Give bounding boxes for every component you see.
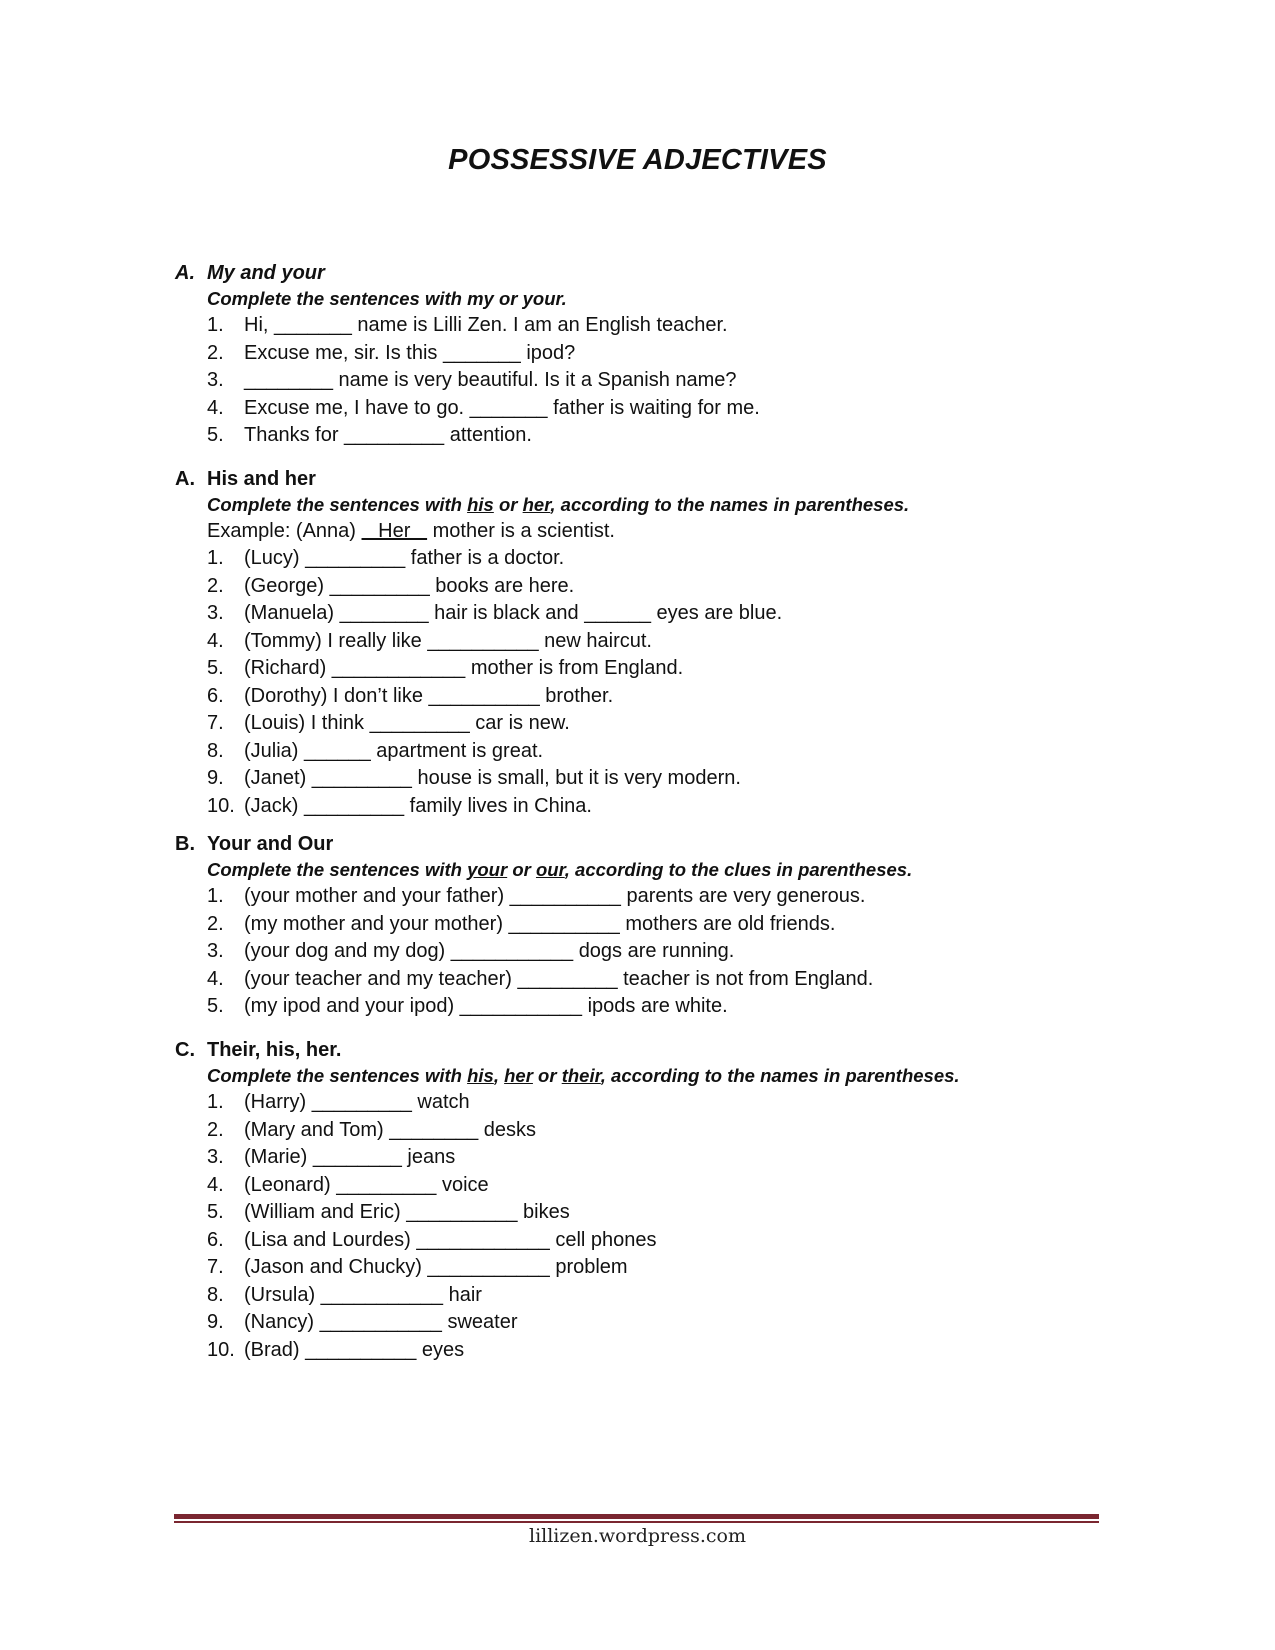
exercise-item xyxy=(207,683,1125,711)
item-number: 2. xyxy=(207,912,224,935)
section-instruction: Complete the sentences with his or her, according to the names in parentheses. xyxy=(207,494,910,515)
item-number: 4. xyxy=(207,396,224,419)
item-number: 1. xyxy=(207,885,224,907)
section-letter: A. xyxy=(175,262,195,284)
section-letter: C. xyxy=(175,1039,195,1061)
exercise-item xyxy=(207,600,1125,628)
section-letter: B. xyxy=(175,833,195,855)
exercise-item xyxy=(207,545,1125,573)
item-text: (Jack) _________ family lives in China. xyxy=(244,794,592,817)
exercise-item xyxy=(207,966,1125,994)
item-number: 3. xyxy=(207,940,224,962)
section-title: His and her xyxy=(207,468,316,490)
item-number: 1. xyxy=(207,547,224,569)
item-text: Excuse me, I have to go. _______ father is waiting for me. xyxy=(244,396,760,419)
section-heading xyxy=(175,1037,1125,1063)
item-number: 3. xyxy=(207,1146,224,1168)
underlined-word: her xyxy=(504,1065,533,1086)
footer-divider xyxy=(174,1514,1099,1523)
item-text: (Brad) __________ eyes xyxy=(244,1338,465,1361)
item-number: 9. xyxy=(207,1311,224,1333)
underlined-word: his xyxy=(467,1065,494,1086)
example-answer: Her xyxy=(361,520,428,542)
exercise-item xyxy=(207,883,1125,911)
item-text: Excuse me, sir. Is this _______ ipod? xyxy=(244,341,576,364)
exercise-item xyxy=(207,1337,1125,1365)
item-number: 6. xyxy=(207,684,224,707)
underlined-word: their xyxy=(561,1065,601,1086)
item-number: 5. xyxy=(207,995,224,1017)
item-text: (Richard) ____________ mother is from England. xyxy=(244,657,684,679)
exercise-item xyxy=(207,312,1125,340)
exercise-item xyxy=(207,422,1125,450)
exercise-item xyxy=(207,710,1125,738)
item-number: 1. xyxy=(207,314,224,336)
item-number: 3. xyxy=(207,602,224,624)
item-number: 2. xyxy=(207,574,224,597)
section-heading xyxy=(175,260,1125,286)
underlined-word: our xyxy=(535,859,565,880)
exercise-item xyxy=(207,1089,1125,1117)
item-number: 9. xyxy=(207,767,224,789)
section-heading xyxy=(175,466,1125,492)
item-number: 7. xyxy=(207,712,224,734)
exercise-item xyxy=(207,738,1125,766)
item-text: (Marie) ________ jeans xyxy=(244,1146,456,1168)
item-number: 8. xyxy=(207,739,224,762)
exercise-item xyxy=(207,1309,1125,1337)
item-text: (my mother and your mother) __________ mothers are old friends. xyxy=(244,912,836,935)
item-text: (Mary and Tom) ________ desks xyxy=(244,1118,537,1141)
exercise-item xyxy=(207,793,1125,821)
item-text: (George) _________ books are here. xyxy=(244,574,575,597)
item-text: Thanks for _________ attention. xyxy=(244,424,532,446)
exercise-item xyxy=(207,655,1125,683)
item-text: (Lisa and Lourdes) ____________ cell phones xyxy=(244,1228,657,1251)
item-number: 6. xyxy=(207,1228,224,1251)
item-text: (Nancy) ___________ sweater xyxy=(244,1311,518,1333)
section-title: My and your xyxy=(207,262,325,284)
item-text: (William and Eric) __________ bikes xyxy=(244,1201,570,1223)
underlined-word: her xyxy=(522,494,551,515)
section-letter: A. xyxy=(175,468,195,490)
item-number: 4. xyxy=(207,967,224,990)
page-title: POSSESSIVE ADJECTIVES xyxy=(448,144,827,176)
exercise-item xyxy=(207,1227,1125,1255)
exercise-item xyxy=(207,993,1125,1021)
item-number: 2. xyxy=(207,1118,224,1141)
item-number: 7. xyxy=(207,1256,224,1278)
exercise-item xyxy=(207,367,1125,395)
item-text: (Ursula) ___________ hair xyxy=(244,1283,482,1306)
item-text: (Manuela) ________ hair is black and ______ eyes are blue. xyxy=(244,602,783,624)
footer-url: lillizen.wordpress.com xyxy=(529,1525,746,1547)
exercise-item xyxy=(207,1144,1125,1172)
item-text: (Leonard) _________ voice xyxy=(244,1173,489,1196)
exercise-item xyxy=(207,1172,1125,1200)
exercise-item xyxy=(207,1199,1125,1227)
exercise-item xyxy=(207,1254,1125,1282)
item-text: (my ipod and your ipod) ___________ ipods are white. xyxy=(244,995,728,1017)
exercise-item xyxy=(207,340,1125,368)
section-instruction: Complete the sentences with your or our, according to the clues in parentheses. xyxy=(207,859,913,880)
item-text: (your teacher and my teacher) _________ teacher is not from England. xyxy=(244,967,874,990)
item-number: 8. xyxy=(207,1283,224,1306)
item-number: 1. xyxy=(207,1091,224,1113)
item-number: 5. xyxy=(207,424,224,446)
item-text: (Julia) ______ apartment is great. xyxy=(244,739,544,762)
item-number: 2. xyxy=(207,341,224,364)
exercise-item xyxy=(207,911,1125,939)
footer-divider-thin xyxy=(174,1521,1099,1523)
item-text: (Dorothy) I don’t like __________ brother. xyxy=(244,684,614,707)
footer-divider-thick xyxy=(174,1514,1099,1519)
item-text: (your dog and my dog) ___________ dogs are running. xyxy=(244,940,735,962)
exercise-item xyxy=(207,573,1125,601)
item-text: (Janet) _________ house is small, but it is very modern. xyxy=(244,767,741,789)
section-instruction: Complete the sentences with my or your. xyxy=(207,288,567,309)
exercise-item xyxy=(207,765,1125,793)
item-number: 5. xyxy=(207,1201,224,1223)
section-my-your xyxy=(175,260,1125,450)
item-text: (Harry) _________ watch xyxy=(244,1091,470,1113)
exercise-item xyxy=(207,1282,1125,1310)
item-text: Hi, _______ name is Lilli Zen. I am an English teacher. xyxy=(244,314,728,336)
exercise-item xyxy=(207,1117,1125,1145)
item-number: 4. xyxy=(207,1173,224,1196)
underlined-word: his xyxy=(467,494,494,515)
item-text: (Tommy) I really like __________ new haircut. xyxy=(244,629,652,652)
section-heading xyxy=(175,831,1125,857)
item-number: 10. xyxy=(207,1338,235,1361)
section-instruction: Complete the sentences with his, her or their, according to the names in parentheses. xyxy=(207,1065,960,1086)
section-title: Their, his, her. xyxy=(207,1039,342,1061)
item-text: ________ name is very beautiful. Is it a Spanish name? xyxy=(244,369,737,391)
section-his-her xyxy=(175,466,1125,820)
section-their-his-her xyxy=(175,1037,1125,1364)
item-text: (Jason and Chucky) ___________ problem xyxy=(244,1256,628,1278)
underlined-word: your xyxy=(467,859,508,880)
example-sentence: Example: (Anna) Her mother is a scientist. xyxy=(207,520,615,542)
item-text: (Lucy) _________ father is a doctor. xyxy=(244,547,565,569)
section-title: Your and Our xyxy=(207,833,334,855)
exercise-item xyxy=(207,628,1125,656)
item-text: (Louis) I think _________ car is new. xyxy=(244,712,570,734)
item-number: 4. xyxy=(207,629,224,652)
section-your-our xyxy=(175,831,1125,1021)
item-number: 3. xyxy=(207,369,224,391)
item-number: 5. xyxy=(207,657,224,679)
item-text: (your mother and your father) __________ parents are very generous. xyxy=(244,885,866,907)
item-number: 10. xyxy=(207,794,235,817)
exercise-item xyxy=(207,395,1125,423)
exercise-item xyxy=(207,938,1125,966)
